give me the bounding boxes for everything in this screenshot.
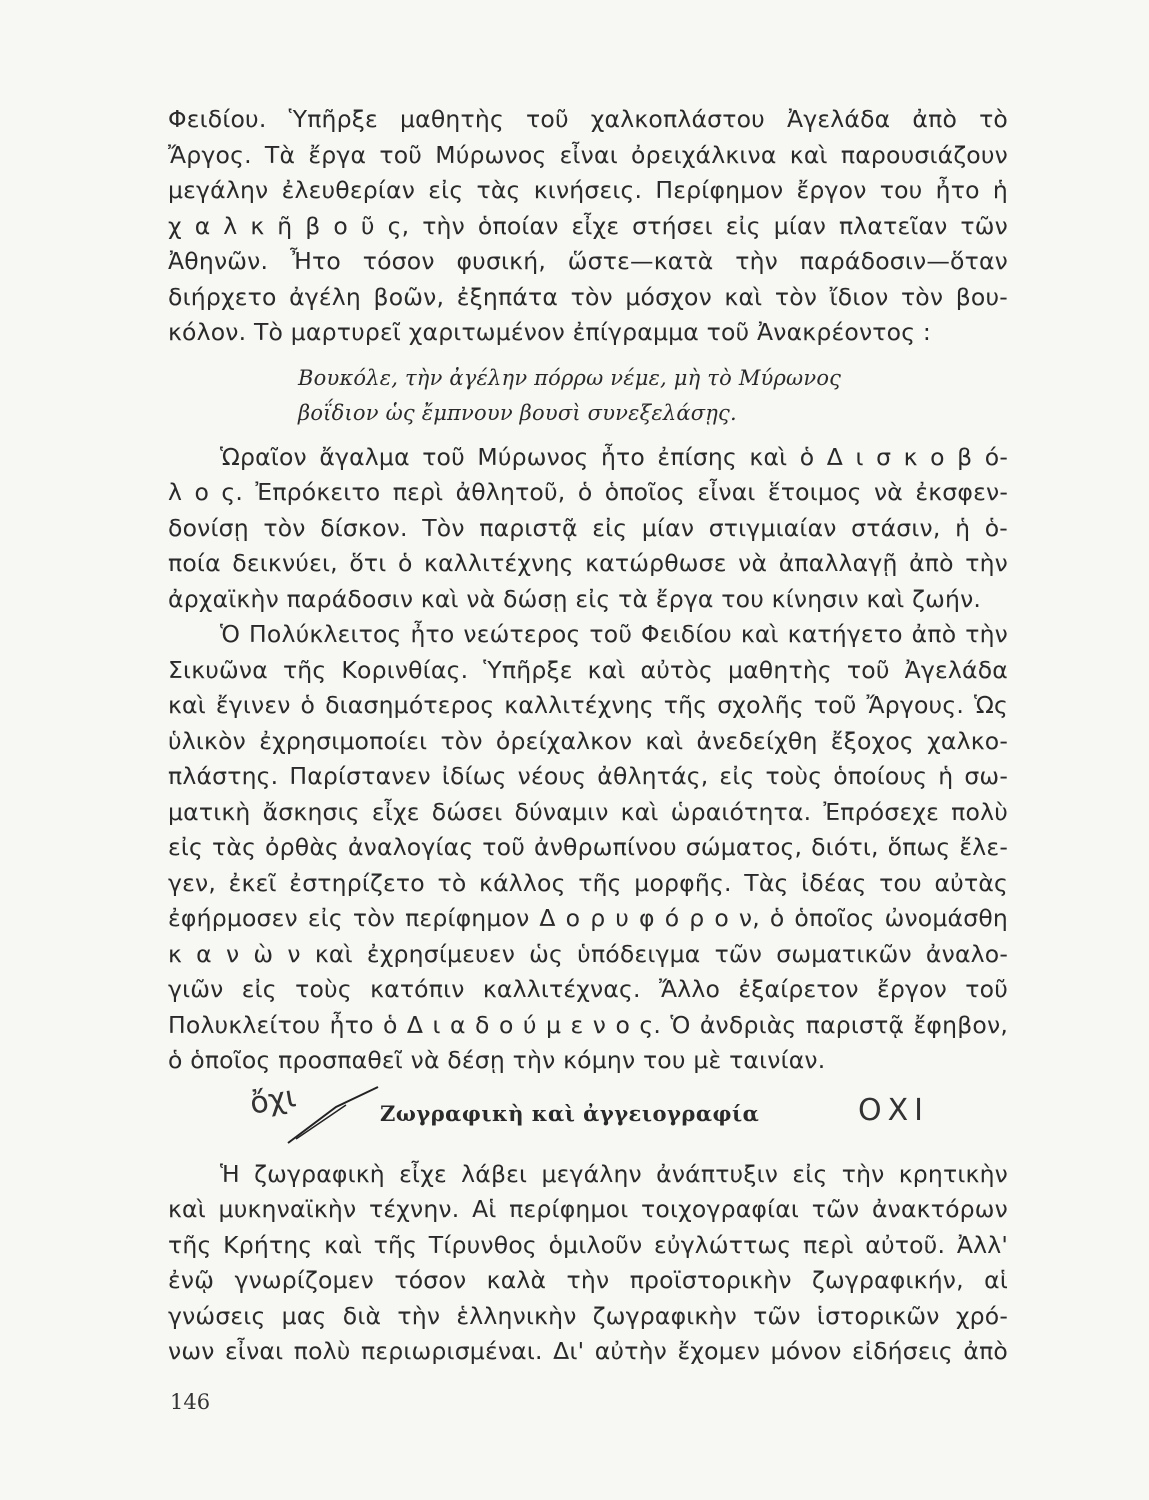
text-line: Ἄργος. Τὰ ἔργα τοῦ Μύρωνος εἶναι ὀρειχάλκινα καὶ παρουσιάζουν [168, 140, 1008, 169]
text-line: Ὁ Πολύκλειτος ἦτο νεώτερος τοῦ Φειδίου καὶ κατήγετο ἀπὸ τὴν [220, 620, 1008, 648]
text-line: ὁ ὁποῖος προσπαθεῖ νὰ δέσῃ τὴν κόμην του μὲ ταινίαν. [168, 1046, 826, 1074]
text-line: ὑλικὸν ἐχρησιμοποίει τὸν ὀρείχαλκον καὶ ἀνεδείχθη ἔξοχος χαλκο- [168, 726, 1008, 755]
text-line: κ α ν ὼ ν καὶ ἐχρησίμευεν ὡς ὑπόδειγμα τῶν σωματικῶν ἀναλο- [168, 939, 1008, 968]
text-line: νων εἶναι πολὺ περιωρισμέναι. Δι' αὐτὴν ἔχομεν μόνον εἰδήσεις ἀπὸ [168, 1337, 1008, 1365]
text-line: ποία δεικνύει, ὅτι ὁ καλλιτέχνης κατώρθωσε νὰ ἀπαλλαγῇ ἀπὸ τὴν [168, 549, 1008, 577]
epigram-line: Βουκόλε, τὴν ἀγέλην πόρρω νέμε, μὴ τὸ Μύρωνος [298, 365, 842, 390]
paragraph-3 [168, 617, 1008, 1079]
text-line: μεγάλην ἐλευθερίαν εἰς τὰς κινήσεις. Περίφημον ἔργον του ἦτο ἡ [168, 176, 1008, 204]
text-line: Φειδίου. Ὑπῆρξε μαθητὴς τοῦ χαλκοπλάστου Ἀγελάδα ἀπὸ τὸ [168, 105, 1008, 133]
page-body [168, 102, 1008, 1370]
section-heading-row [168, 1078, 1008, 1153]
handwritten-note-right: ΟΧΙ [858, 1092, 930, 1128]
text-line: καὶ ἔγινεν ὁ διασημότερος καλλιτέχνης τῆς σχολῆς τοῦ Ἄργους. Ὡς [168, 691, 1008, 719]
epigram-line: βοΐδιον ὡς ἔμπνουν βουσὶ συνεξελάσῃς. [298, 401, 737, 425]
epigram-quote [168, 361, 1008, 432]
handwritten-note-left: ὄχι [247, 1078, 299, 1122]
text-line: καὶ μυκηναϊκὴν τέχνην. Αἱ περίφημοι τοιχογραφίαι τῶν ἀνακτόρων [168, 1195, 1008, 1223]
text-line: Πολυκλείτου ἦτο ὁ Δ ι α δ ο ύ μ ε ν ο ς. Ὁ ἀνδριὰς παριστᾷ ἔφηβον, [168, 1010, 1008, 1039]
text-line: Ὡραῖον ἄγαλμα τοῦ Μύρωνος ἦτο ἐπίσης καὶ ὁ Δ ι σ κ ο β ό- [220, 442, 1008, 471]
section-heading: Ζωγραφικὴ καὶ ἀγγειογραφία [380, 1100, 760, 1126]
paragraph-1 [168, 102, 1008, 351]
text-line: ἀρχαϊκὴν παράδοσιν καὶ νὰ δώσῃ εἰς τὰ ἔργα του κίνησιν καὶ ζωήν. [168, 584, 982, 613]
text-line: ἐφήρμοσεν εἰς τὸν περίφημον Δ ο ρ υ φ ό ρ ο ν, ὁ ὁποῖος ὠνομάσθη [168, 904, 1008, 932]
text-line: κόλον. Τὸ μαρτυρεῖ χαριτωμένον ἐπίγραμμα τοῦ Ἀνακρέοντος : [168, 318, 931, 346]
paragraph-2 [168, 440, 1008, 618]
text-line: λ ο ς. Ἐπρόκειτο περὶ ἀθλητοῦ, ὁ ὁποῖος εἶναι ἕτοιμος νὰ ἐκσφεν- [168, 478, 1008, 506]
text-line: Ἡ ζωγραφικὴ εἶχε λάβει μεγάλην ἀνάπτυξιν εἰς τὴν κρητικὴν [220, 1159, 1008, 1188]
text-line: διήρχετο ἀγέλη βοῶν, ἐξηπάτα τὸν μόσχον καὶ τὸν ἴδιον τὸν βου- [168, 282, 1008, 311]
text-line: χ α λ κ ῆ β ο ῦ ς, τὴν ὁποίαν εἶχε στήσει εἰς μίαν πλατεῖαν τῶν [168, 211, 1008, 240]
text-line: Σικυῶνα τῆς Κορινθίας. Ὑπῆρξε καὶ αὐτὸς μαθητὴς τοῦ Ἀγελάδα [168, 655, 1008, 684]
handwritten-strike-mark [286, 1085, 381, 1145]
text-line: ματικὴ ἄσκησις εἶχε δώσει δύναμιν καὶ ὡραιότητα. Ἐπρόσεχε πολὺ [168, 797, 1008, 826]
text-line: πλάστης. Παρίστανεν ἰδίως νέους ἀθλητάς, εἰς τοὺς ὁποίους ἡ σω- [168, 762, 1008, 790]
text-line: τῆς Κρήτης καὶ τῆς Τίρυνθος ὁμιλοῦν εὐγλώττως περὶ αὐτοῦ. Ἀλλ' [168, 1230, 1008, 1259]
text-line: Ἀθηνῶν. Ἦτο τόσον φυσική, ὥστε—κατὰ τὴν παράδοσιν—ὅταν [168, 247, 1008, 275]
page-number: 146 [170, 1390, 211, 1414]
text-line: δονίσῃ τὸν δίσκον. Τὸν παριστᾷ εἰς μίαν στιγμιαίαν στάσιν, ἡ ὁ- [168, 513, 1008, 542]
text-line: γιῶν εἰς τοὺς κατόπιν καλλιτέχνας. Ἄλλο ἐξαίρετον ἔργον τοῦ [168, 975, 1008, 1003]
text-line: γεν, ἐκεῖ ἐστηρίζετο τὸ κάλλος τῆς μορφῆς. Τὰς ἰδέας του αὐτὰς [168, 868, 1008, 897]
text-line: γνώσεις μας διὰ τὴν ἑλληνικὴν ζωγραφικὴν τῶν ἱστορικῶν χρό- [168, 1301, 1008, 1330]
text-line: εἰς τὰς ὀρθὰς ἀναλογίας τοῦ ἀνθρωπίνου σώματος, διότι, ὅπως ἔλε- [168, 833, 1008, 861]
text-line: ἐνῷ γνωρίζομεν τόσον καλὰ τὴν προϊστορικὴν ζωγραφικήν, αἱ [168, 1266, 1008, 1294]
paragraph-4 [168, 1157, 1008, 1370]
